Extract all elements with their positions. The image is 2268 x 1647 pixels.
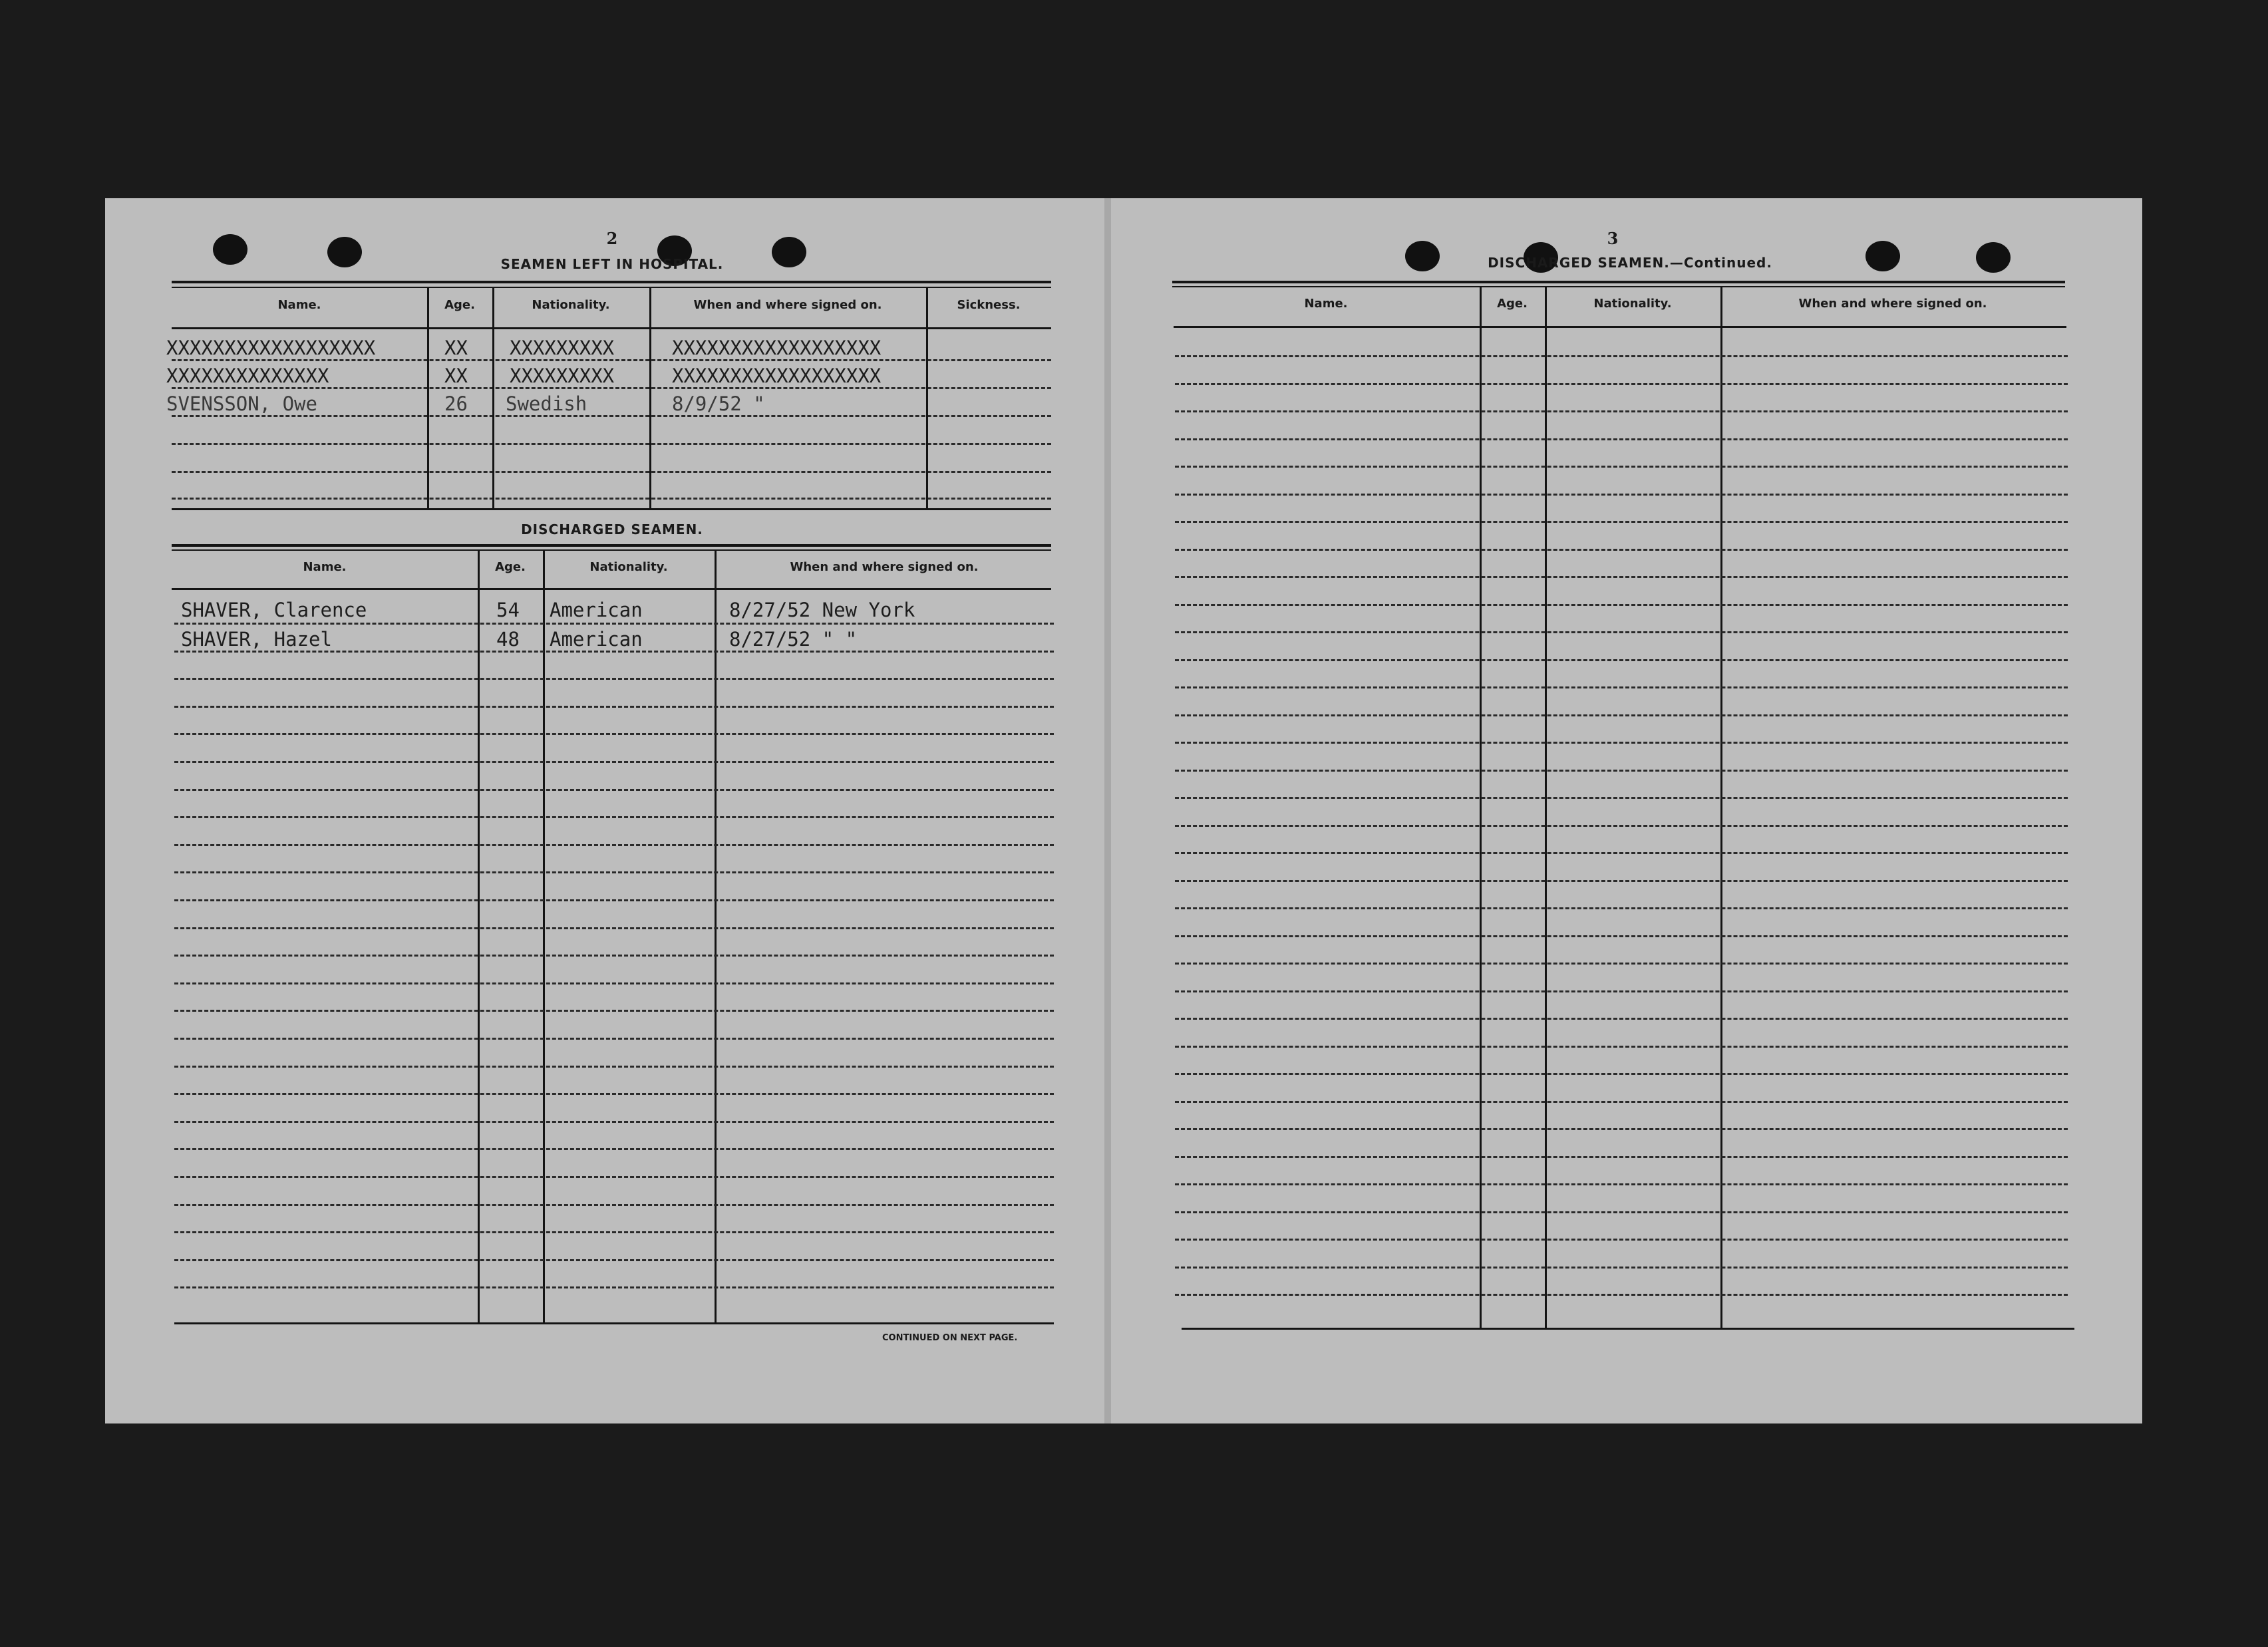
form-row-line: [1175, 659, 2068, 661]
form-row-line: [1175, 770, 2068, 772]
form-row-line: [174, 706, 1054, 708]
discharged-row-1-name: SHAVER, Clarence: [181, 599, 367, 621]
form-row-line: [174, 1286, 1054, 1288]
hospital-col-sickness: Sickness.: [957, 298, 1021, 312]
punch-hole: [213, 234, 247, 265]
right-top-rule: [1172, 281, 2065, 283]
hospital-row-1-name: XXXXXXXXXXXXXXXXXX: [166, 337, 376, 359]
hospital-row-line: [172, 498, 1051, 500]
form-row-line: [174, 927, 1054, 929]
hospital-row-line: [172, 387, 1051, 389]
form-row-line: [1175, 852, 2068, 854]
form-row-line: [1175, 549, 2068, 551]
form-row-line: [1175, 604, 2068, 606]
hospital-row-line: [172, 359, 1051, 361]
form-row-line: [1175, 714, 2068, 716]
form-row-line: [1175, 1073, 2068, 1075]
form-row-line: [174, 1204, 1054, 1206]
form-row-line: [1175, 880, 2068, 882]
hospital-col-signed: When and where signed on.: [693, 298, 882, 312]
discharged-row-2-signed: 8/27/52 " ": [729, 628, 858, 651]
discharged-row-1-age: 54: [496, 599, 520, 621]
hospital-row-line: [172, 471, 1051, 473]
right-col-divider: [1545, 287, 1547, 1328]
discharged-top-rule-2: [172, 549, 1051, 551]
form-row-line: [174, 955, 1054, 957]
form-row-line: [1175, 1156, 2068, 1158]
form-row-line: [1175, 410, 2068, 412]
discharged-row-2-name: SHAVER, Hazel: [181, 628, 332, 651]
form-row-line: [174, 816, 1054, 818]
discharged-col-age: Age.: [495, 560, 526, 574]
discharged-col-signed: When and where signed on.: [790, 560, 979, 574]
hospital-col-divider: [427, 287, 429, 508]
hospital-row-2-age: XX: [444, 365, 468, 387]
hospital-col-age: Age.: [444, 298, 475, 312]
form-row-line: [1175, 466, 2068, 468]
form-row-line: [174, 982, 1054, 984]
form-row-line: [174, 761, 1054, 763]
hospital-row-3-signed: 8/9/52 ": [672, 392, 765, 415]
discharged-section-title: DISCHARGED SEAMEN.: [521, 522, 703, 537]
page-fold: [1104, 198, 1111, 1423]
form-row-line: [174, 1010, 1054, 1012]
form-row-line: [1175, 1101, 2068, 1103]
hospital-row-2-signed: XXXXXXXXXXXXXXXXXX: [672, 365, 882, 387]
form-row-line: [1175, 907, 2068, 909]
form-row-line: [1175, 1018, 2068, 1020]
form-row-line: [1175, 1046, 2068, 1048]
hospital-row-2-nationality: XXXXXXXXX: [510, 365, 615, 387]
form-row-line: [1175, 1128, 2068, 1130]
hospital-col-nationality: Nationality.: [532, 298, 610, 312]
form-row-line: [1175, 1239, 2068, 1241]
hospital-row-1-nationality: XXXXXXXXX: [510, 337, 615, 359]
form-row-line: [1175, 990, 2068, 992]
form-row-line: [1175, 1294, 2068, 1296]
punch-hole: [327, 237, 362, 267]
form-row-line: [174, 1066, 1054, 1068]
form-row-line: [174, 678, 1054, 680]
right-col-divider: [1480, 287, 1482, 1328]
hospital-row-3-age: 26: [444, 392, 468, 415]
hospital-row-1-signed: XXXXXXXXXXXXXXXXXX: [672, 337, 882, 359]
discharged-col-divider: [543, 551, 545, 1322]
form-row-line: [1175, 521, 2068, 523]
form-row-line: [174, 1259, 1054, 1261]
discharged-header-rule: [172, 588, 1051, 590]
discharged-row-2-age: 48: [496, 628, 520, 651]
right-col-divider: [1720, 287, 1722, 1328]
form-row-line: [174, 733, 1054, 735]
form-row-line: [1175, 742, 2068, 744]
form-row-line: [1175, 494, 2068, 496]
form-row-line: [174, 899, 1054, 901]
form-row-line: [174, 1093, 1054, 1095]
right-col-age: Age.: [1497, 297, 1528, 311]
form-row-line: [1175, 1183, 2068, 1185]
form-row-line: [1175, 935, 2068, 937]
discharged-top-rule: [172, 544, 1051, 547]
form-row-line: [1175, 1267, 2068, 1269]
hospital-header-rule: [172, 327, 1051, 329]
hospital-top-rule-2: [172, 287, 1051, 288]
discharged-col-divider: [478, 551, 480, 1322]
punch-hole: [1865, 241, 1900, 271]
right-top-rule-2: [1172, 286, 2065, 287]
form-row-line: [174, 844, 1054, 846]
form-row-line: [1175, 963, 2068, 965]
right-bottom-rule: [1182, 1328, 2074, 1330]
form-row-line: [1175, 631, 2068, 633]
discharged-row-2-nationality: American: [550, 628, 643, 651]
form-row-line: [1175, 825, 2068, 827]
right-col-nationality: Nationality.: [1593, 297, 1672, 311]
hospital-row-3-name: SVENSSON, Owe: [166, 392, 317, 415]
form-row-line: [1175, 797, 2068, 799]
form-row-line: [174, 789, 1054, 791]
discharged-bottom-rule: [174, 1322, 1054, 1324]
discharged-continued-title: DISCHARGED SEAMEN.—Continued.: [1488, 255, 1772, 271]
discharged-col-name: Name.: [303, 560, 347, 574]
hospital-col-divider: [492, 287, 494, 508]
discharged-row-1-signed: 8/27/52 New York: [729, 599, 915, 621]
punch-hole: [1976, 242, 2011, 273]
form-row-line: [174, 623, 1054, 625]
form-row-line: [174, 1148, 1054, 1150]
right-header-rule: [1174, 326, 2066, 328]
form-row-line: [1175, 576, 2068, 578]
hospital-section-title: SEAMEN LEFT IN HOSPITAL.: [500, 256, 724, 272]
hospital-row-3-nationality: Swedish: [506, 392, 587, 415]
hospital-bottom-rule: [172, 508, 1051, 510]
continued-footer: CONTINUED ON NEXT PAGE.: [882, 1333, 1018, 1343]
form-row-line: [1175, 438, 2068, 440]
form-row-line: [1175, 355, 2068, 357]
discharged-col-divider: [715, 551, 717, 1322]
hospital-top-rule: [172, 281, 1051, 283]
hospital-row-2-name: XXXXXXXXXXXXXX: [166, 365, 329, 387]
hospital-row-1-age: XX: [444, 337, 468, 359]
form-row-line: [174, 1038, 1054, 1040]
right-col-name: Name.: [1304, 297, 1348, 311]
hospital-col-divider: [926, 287, 928, 508]
form-row-line: [1175, 383, 2068, 385]
form-row-line: [174, 1121, 1054, 1123]
discharged-row-1-nationality: American: [550, 599, 643, 621]
form-row-line: [174, 651, 1054, 653]
form-row-line: [174, 1231, 1054, 1233]
discharged-col-nationality: Nationality.: [589, 560, 668, 574]
right-col-signed: When and where signed on.: [1798, 297, 1987, 311]
page-number-right: 3: [1607, 229, 1619, 248]
page-number-left: 2: [606, 229, 618, 248]
form-row-line: [1175, 1211, 2068, 1213]
hospital-col-divider: [649, 287, 651, 508]
hospital-row-line: [172, 443, 1051, 445]
hospital-row-line: [172, 415, 1051, 417]
form-row-line: [174, 1176, 1054, 1178]
hospital-col-name: Name.: [277, 298, 321, 312]
form-row-line: [1175, 686, 2068, 688]
form-row-line: [174, 871, 1054, 873]
